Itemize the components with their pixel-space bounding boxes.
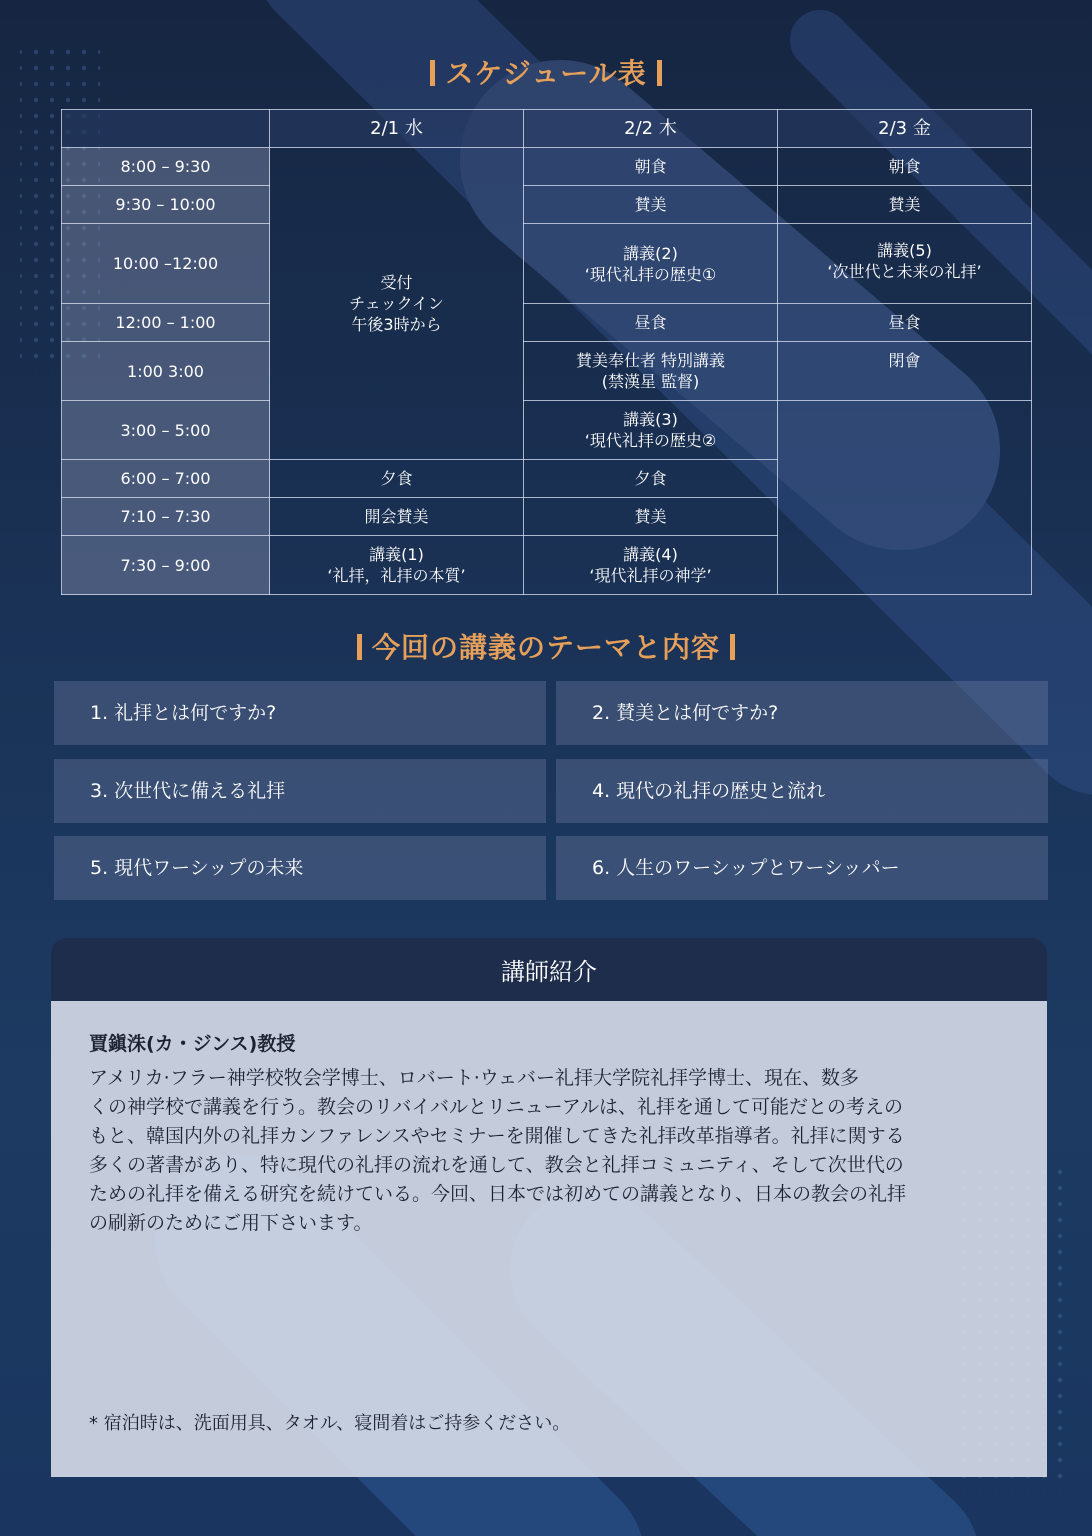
day2-dinner: 夕食 xyxy=(524,460,778,498)
theme-item-3: 3. 次世代に備える礼拝 xyxy=(54,759,546,823)
title-bar-left xyxy=(357,634,362,660)
header-day1: 2/1 水 xyxy=(270,110,524,148)
day2-breakfast: 朝食 xyxy=(524,148,778,186)
table-row xyxy=(62,186,1032,224)
instructor-card xyxy=(51,1001,1047,1477)
day2-lunch: 昼食 xyxy=(524,304,778,342)
title-bar-left xyxy=(430,60,435,86)
day2-lecture4 xyxy=(524,536,778,595)
day3-lecture5 xyxy=(778,224,1032,304)
lecture4-line-1: 講義(4) xyxy=(623,545,678,564)
day1-lecture1 xyxy=(270,536,524,595)
special-line-1: 賛美奉仕者 特別講義 xyxy=(575,351,726,370)
time-cell: 3:00 – 5:00 xyxy=(62,401,270,460)
time-cell: 10:00 –12:00 xyxy=(62,224,270,304)
instructor-heading: 講師紹介 xyxy=(51,938,1047,1001)
time-cell: 12:00 – 1:00 xyxy=(62,304,270,342)
day3-closing: 閉會 xyxy=(778,342,1032,401)
day1-dinner: 夕食 xyxy=(270,460,524,498)
lecture1-line-1: 講義(1) xyxy=(369,545,424,564)
checkin-line-3: 午後3時から xyxy=(351,315,442,334)
themes-title-text: 今回の講義のテーマと内容 xyxy=(371,631,720,664)
table-row xyxy=(62,401,1032,460)
day2-praise-evening: 賛美 xyxy=(524,498,778,536)
day3-breakfast: 朝食 xyxy=(778,148,1032,186)
theme-item-6: 6. 人生のワーシップとワーシッパー xyxy=(556,836,1048,900)
title-bar-right xyxy=(730,634,735,660)
lecture5-line-2: ‘次世代と未来の礼拝’ xyxy=(827,262,982,281)
lecture2-line-2: ‘現代礼拝の歴史① xyxy=(584,264,717,284)
table-row xyxy=(62,304,1032,342)
table-header-row xyxy=(62,110,1032,148)
lecture5-line-1: 講義(5) xyxy=(877,241,932,260)
bio-line: の刷新のためにご用下さいます。 xyxy=(89,1212,373,1234)
lecture1-line-2: ‘礼拝，礼拝の本質’ xyxy=(327,566,466,585)
header-day3: 2/3 金 xyxy=(778,110,1032,148)
day3-praise: 賛美 xyxy=(778,186,1032,224)
lecture3-line-2: ‘現代礼拝の歴史② xyxy=(584,431,717,450)
header-corner xyxy=(62,110,270,148)
day2-lecture3 xyxy=(524,401,778,460)
day3-lunch: 昼食 xyxy=(778,304,1032,342)
checkin-line-2: チェックイン xyxy=(349,294,444,313)
theme-item-5: 5. 現代ワーシップの未来 xyxy=(54,836,546,900)
theme-item-1: 1. 礼拝とは何ですか? xyxy=(54,681,546,745)
time-cell: 9:30 – 10:00 xyxy=(62,186,270,224)
bio-line: 多くの著書があり、特に現代の礼拝の流れを通して、教会と礼拝コミュニティ、そして次世代の xyxy=(89,1154,904,1176)
day2-praise: 賛美 xyxy=(524,186,778,224)
day2-lecture2 xyxy=(524,224,778,304)
theme-item-4: 4. 現代の礼拝の歴史と流れ xyxy=(556,759,1048,823)
checkin-line-1: 受付 xyxy=(380,273,413,292)
instructor-bio xyxy=(89,1064,1009,1238)
time-cell: 7:30 – 9:00 xyxy=(62,536,270,595)
table-row xyxy=(62,148,1032,186)
special-line-2: (禁漢星 監督) xyxy=(601,372,700,391)
time-cell: 6:00 – 7:00 xyxy=(62,460,270,498)
bio-line: ための礼拝を備える研究を続けている。今回、日本では初めての講義となり、日本の教会の礼拝 xyxy=(89,1183,907,1205)
time-cell: 7:10 – 7:30 xyxy=(62,498,270,536)
title-bar-right xyxy=(657,60,662,86)
day1-opening: 開会賛美 xyxy=(270,498,524,536)
schedule-table xyxy=(61,109,1032,595)
time-cell: 1:00 3:00 xyxy=(62,342,270,401)
instructor-name: 賈鎭洙(カ・ジンス)教授 xyxy=(89,1033,296,1055)
bio-line: アメリカ·フラー神学校牧会学博士、ロバート·ウェバー礼拝大学院礼拝学博士、現在、数多 xyxy=(89,1067,859,1089)
bio-line: もと、韓国内外の礼拝カンファレンスやセミナーを開催してきた礼拝改革指導者。礼拝に関する xyxy=(89,1125,905,1147)
time-cell: 8:00 – 9:30 xyxy=(62,148,270,186)
packing-note: * 宿泊時は、洗面用具、タオル、寝間着はご持参ください。 xyxy=(89,1413,571,1434)
lecture3-line-1: 講義(3) xyxy=(623,410,678,429)
lecture2-line-1: 講義(2) xyxy=(623,243,678,263)
header-day2: 2/2 木 xyxy=(524,110,778,148)
day1-checkin-cell xyxy=(270,148,524,460)
lecture4-line-2: ‘現代礼拝の神学’ xyxy=(589,566,712,585)
theme-item-2: 2. 賛美とは何ですか? xyxy=(556,681,1048,745)
schedule-title-text: スケジュール表 xyxy=(445,57,647,90)
themes-title xyxy=(0,626,1092,666)
table-row xyxy=(62,224,1032,304)
day2-special-lecture xyxy=(524,342,778,401)
day3-empty-cell xyxy=(778,401,1032,595)
table-row xyxy=(62,342,1032,401)
schedule-title xyxy=(0,52,1092,92)
bio-line: くの神学校で講義を行う。教会のリバイバルとリニューアルは、礼拝を通して可能だとの考えの xyxy=(89,1096,903,1118)
